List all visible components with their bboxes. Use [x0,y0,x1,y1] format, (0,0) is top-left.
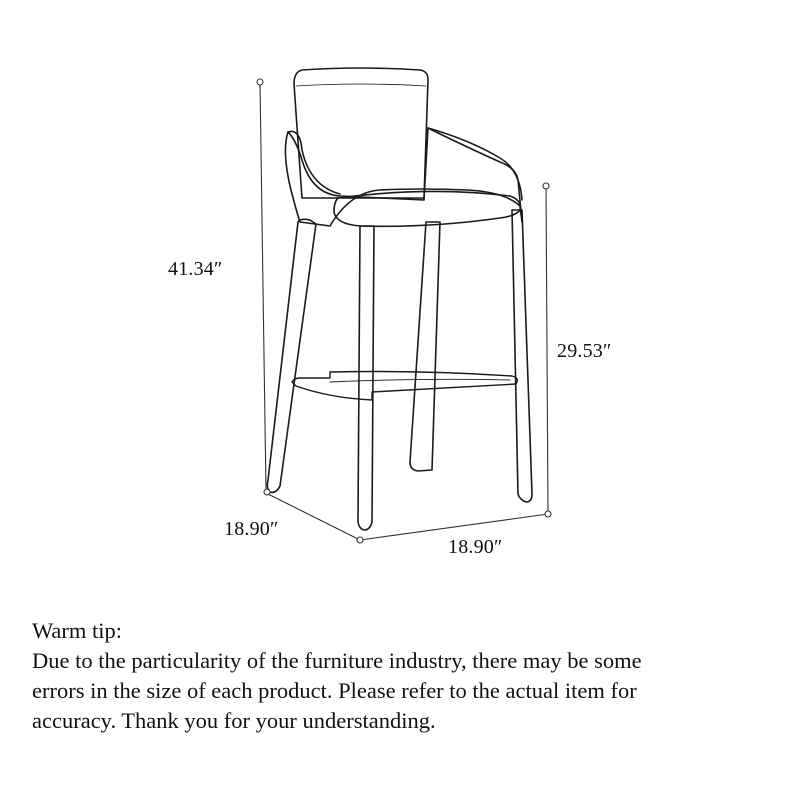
depth-label: 18.90″ [224,518,279,540]
dim-endpoint-left [264,489,270,495]
dim-endpoint-right [545,511,551,517]
dim-endpoint-top [257,79,263,85]
footrest-inner [330,379,510,382]
backrest-edge [296,84,426,86]
footrest-ring [292,372,517,401]
total-height-label: 41.34″ [168,258,223,280]
warm-tip-line: accuracy. Thank you for your understanding. [32,708,436,733]
warm-tip-line: Due to the particularity of the furniture industry, there may be some [32,648,642,673]
warm-tip-line: errors in the size of each product. Please refer to the actual item for [32,678,637,703]
chair-shell [285,128,522,226]
front-left-leg [267,219,316,492]
width-label: 18.90″ [448,536,503,558]
seat-height-line [546,186,548,514]
rear-right-leg [410,222,440,471]
dim-endpoint-seat [543,183,549,189]
warm-tip [32,616,772,736]
front-center-leg [358,226,374,530]
seat-height-label: 29.53″ [557,340,612,362]
dim-endpoint-front [357,537,363,543]
warm-tip-title: Warm tip: [32,618,123,643]
depth-line [268,494,360,540]
right-leg [512,210,532,502]
total-height-line [260,82,266,492]
